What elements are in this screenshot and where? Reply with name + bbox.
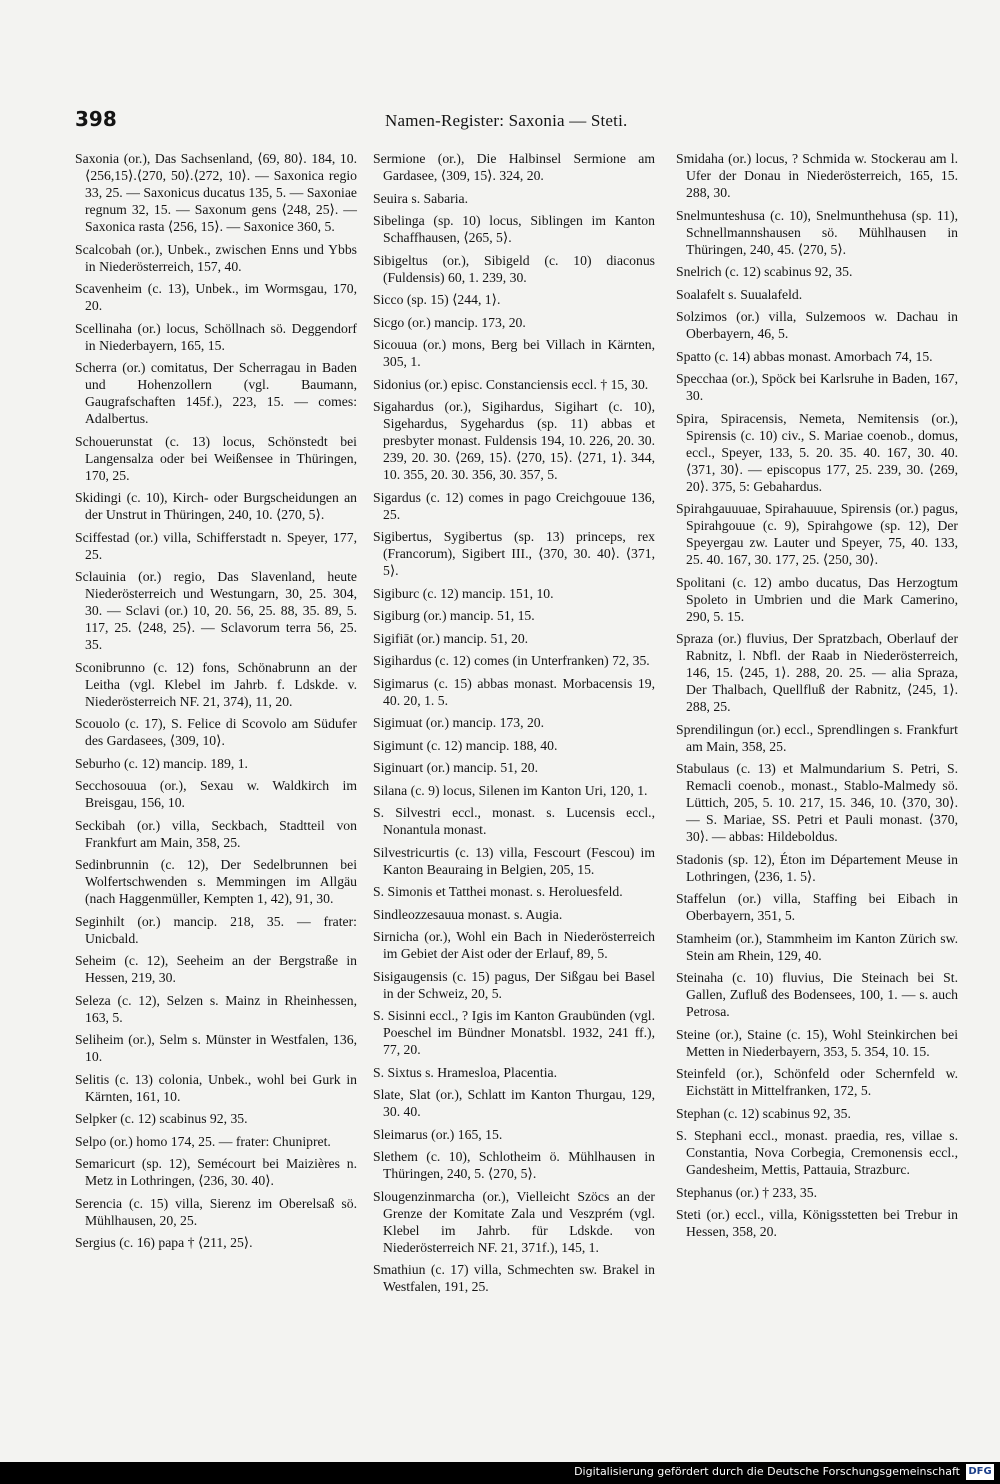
index-entry: Spolitani (c. 12) ambo ducatus, Das Herzogtum Spoleto in Umbrien und die Mark Camerino, 290, 5. 15. <box>676 574 958 624</box>
index-entry: Slougenzinmarcha (or.), Vielleicht Szöcs an der Grenze der Komitate Zala und Veszprém (vgl. Klebel im Jahrb. für Ldskde. von Niederösterreich NF. 21, 371f.), 145, 1. <box>373 1188 655 1255</box>
index-entry: Sicouua (or.) mons, Berg bei Villach in Kärnten, 305, 1. <box>373 337 655 369</box>
index-entry: Scellinaha (or.) locus, Schöllnach sö. Deggendorf in Niederbayern, 165, 15. <box>75 320 357 353</box>
index-entry: S. Sisinni eccl., ? Igis im Kanton Graubünden (vgl. Poeschel im Bündner Monatsbl. 1932, 241 ff.), 77, 20. <box>373 1008 655 1057</box>
index-entry: Sibigeltus (or.), Sibigeld (c. 10) diaconus (Fuldensis) 60, 1. 239, 30. <box>373 252 655 285</box>
index-entry: Seckibah (or.) villa, Seckbach, Stadtteil von Frankfurt am Main, 358, 25. <box>75 817 357 850</box>
index-entry: S. Stephani eccl., monast. praedia, res, villae s. Constantia, Nova Corbegia, Cremonensis eccl., Gandesheim, Mettis, Pattauia, Strazburc. <box>676 1128 958 1177</box>
index-entry: S. Silvestri eccl., monast. s. Lucensis eccl., Nonantula monast. <box>373 805 655 837</box>
index-entry: Steti (or.) eccl., villa, Königsstetten bei Trebur in Hessen, 358, 20. <box>676 1207 958 1239</box>
index-entry: Seleza (c. 12), Selzen s. Mainz in Rheinhessen, 163, 5. <box>75 992 357 1025</box>
index-entry: Seginhilt (or.) mancip. 218, 35. — frater: Unicbald. <box>75 913 357 946</box>
index-entry: Seburho (c. 12) mancip. 189, 1. <box>75 755 248 771</box>
funding-notice: Digitalisierung gefördert durch die Deutsche Forschungsgemeinschaft <box>574 1465 960 1478</box>
index-entry: Scherra (or.) comitatus, Der Scherragau in Baden und Hohenzollern (vgl. Baumann, Gaugrafschaften 145f.), 223, 15. — comes: Adalbertus. <box>75 360 357 426</box>
index-entry: Sigiburg (or.) mancip. 51, 15. <box>373 608 535 623</box>
index-entry: Skidingi (c. 10), Kirch- oder Burgscheidungen an der Unstrut in Thüringen, 240, 10. ⟨270, 5⟩. <box>75 490 357 522</box>
index-entry: Sisigaugensis (c. 15) pagus, Der Sißgau bei Basel in der Schweiz, 20, 5. <box>373 968 655 1001</box>
index-entry: Smathiun (c. 17) villa, Schmechten sw. Brakel in Westfalen, 191, 25. <box>373 1262 655 1294</box>
index-entry: Solzimos (or.) villa, Sulzemoos w. Dachau in Oberbayern, 46, 5. <box>676 309 958 341</box>
footer-bar <box>0 1462 1000 1484</box>
index-entry: Seliheim (or.), Selm s. Münster in Westfalen, 136, 10. <box>75 1032 357 1064</box>
index-entry: Slethem (c. 10), Schlotheim ö. Mühlhausen in Thüringen, 240, 5. ⟨270, 5⟩. <box>373 1149 655 1181</box>
index-entry: Saxonia (or.), Das Sachsenland, ⟨69, 80⟩. 184, 10. ⟨256,15⟩.⟨270, 50⟩.⟨272, 10⟩. — Saxonica regio 33, 25. — Saxonicus ducatus 135, 5. — Saxoniae regnum 32, 15. — Saxonum gens ⟨248, 25⟩. — Saxonica rasta ⟨256, 15⟩. — Saxonice 360, 5. <box>75 151 357 234</box>
index-entry: Specchaa (or.), Spöck bei Karlsruhe in Baden, 167, 30. <box>676 371 958 403</box>
index-entry: Silana (c. 9) locus, Silenen im Kanton Uri, 120, 1. <box>373 782 648 798</box>
index-entry: Sprendilingun (or.) eccl., Sprendlingen s. Frankfurt am Main, 358, 25. <box>676 721 958 754</box>
index-entry: Spirahgauuuae, Spirahauuue, Spirensis (or.) pagus, Spirahgouue (c. 9), Spirahgowe (sp. 12), Der Speyergau zw. Lauter und Speyer, 75, 40. 133, 25. 40. 167, 30. 177, 25. ⟨250, 30⟩. <box>676 501 958 567</box>
index-entry: Sigimarus (c. 15) abbas monast. Morbacensis 19, 40. 20, 1. 5. <box>373 675 655 708</box>
running-head: Namen-Register: Saxonia — Steti. <box>385 111 628 130</box>
index-entry: Spatto (c. 14) abbas monast. Amorbach 74, 15. <box>676 348 933 364</box>
dfg-logo: DFG <box>966 1464 994 1480</box>
index-entry: Scouolo (c. 17), S. Felice di Scovolo am Südufer des Gardasees, ⟨309, 10⟩. <box>75 716 357 748</box>
index-entry: Sigibertus, Sygibertus (sp. 13) princeps, rex (Francorum), Sigibert III., ⟨370, 30. 40⟩. ⟨371, 5⟩. <box>373 529 655 578</box>
index-column-2 <box>373 150 655 1301</box>
index-entry: Sicgo (or.) mancip. 173, 20. <box>373 314 526 330</box>
index-entry: Soalafelt s. Suualafeld. <box>676 286 803 302</box>
index-column-3 <box>676 150 958 1246</box>
index-entry: Sigimunt (c. 12) mancip. 188, 40. <box>373 737 558 753</box>
index-entry: Steinfeld (or.), Schönfeld oder Schernfeld w. Eichstätt in Mittelfranken, 172, 5. <box>676 1066 958 1098</box>
index-entry: Staffelun (or.) villa, Staffing bei Eibach in Oberbayern, 351, 5. <box>676 891 958 923</box>
index-entry: Scalcobah (or.), Unbek., zwischen Enns und Ybbs in Niederösterreich, 157, 40. <box>75 241 357 274</box>
index-entry: Spraza (or.) fluvius, Der Spratzbach, Oberlauf der Rabnitz, l. Nbfl. der Raab in Niederösterreich, 146, 15. ⟨245, 1⟩. 288, 20. 25. — alia Spraza, Der Thalbach, Quellfluß der Rabnitz, ⟨245, 1⟩. 288, 25. <box>676 631 958 714</box>
index-entry: Sicco (sp. 15) ⟨244, 1⟩. <box>373 292 501 307</box>
index-entry: Selitis (c. 13) colonia, Unbek., wohl bei Gurk in Kärnten, 161, 10. <box>75 1071 357 1104</box>
index-entry: Sermione (or.), Die Halbinsel Sermione am Gardasee, ⟨309, 15⟩. 324, 20. <box>373 151 655 183</box>
index-entry: Smidaha (or.) locus, ? Schmida w. Stockerau am l. Ufer der Donau in Niederösterreich, 165, 15. 288, 30. <box>676 151 958 200</box>
index-entry: Selpo (or.) homo 174, 25. — frater: Chunipret. <box>75 1133 331 1149</box>
index-entry: Sibelinga (sp. 10) locus, Siblingen im Kanton Schaffhausen, ⟨265, 5⟩. <box>373 213 655 245</box>
index-entry: Sidonius (or.) episc. Constanciensis eccl. † 15, 30. <box>373 376 649 392</box>
index-entry: Sigiburc (c. 12) mancip. 151, 10. <box>373 585 554 601</box>
index-entry: Stabulaus (c. 13) et Malmundarium S. Petri, S. Remacli coenob., monast., Stablo-Malmedy sö. Lüttich, 205, 5. 10. 217, 15. 346, 10. ⟨370, 30⟩. — S. Mariae, SS. Petri et Pauli monast. ⟨370, 30⟩. — abbas: Hildeboldus. <box>676 761 958 844</box>
index-entry: Scavenheim (c. 13), Unbek., im Wormsgau, 170, 20. <box>75 281 357 313</box>
index-entry: Slate, Slat (or.), Schlatt im Kanton Thurgau, 129, 30. 40. <box>373 1087 655 1119</box>
index-entry: Selpker (c. 12) scabinus 92, 35. <box>75 1111 248 1126</box>
index-entry: Sigihardus (c. 12) comes (in Unterfranken) 72, 35. <box>373 653 650 668</box>
index-entry: Seheim (c. 12), Seeheim an der Bergstraße in Hessen, 219, 30. <box>75 953 357 985</box>
index-entry: Sirnicha (or.), Wohl ein Bach in Niederösterreich im Gebiet der Aist oder der Erlauf, 89, 5. <box>373 929 655 961</box>
index-entry: Silvestricurtis (c. 13) villa, Fescourt (Fescou) im Kanton Beauraing in Belgien, 205, 15. <box>373 844 655 877</box>
index-entry: Snelrich (c. 12) scabinus 92, 35. <box>676 264 853 279</box>
index-entry: Steinaha (c. 10) fluvius, Die Steinach bei St. Gallen, Zufluß des Bodensees, 100, 1. — s. auch Petrosa. <box>676 970 958 1019</box>
index-entry: Sigahardus (or.), Sigihardus, Sigihart (c. 10), Sigehardus, Sygehardus (sp. 11) abbas et presbyter monast. Fuldensis 194, 10. 226, 20. 30. 239, 20. 30. ⟨269, 15⟩. ⟨270, 15⟩. ⟨271, 1⟩. 344, 10. 355, 20. 30. 356, 30. 357, 5. <box>373 399 655 482</box>
page-header <box>0 107 1000 137</box>
index-entry: Siginuart (or.) mancip. 51, 20. <box>373 760 538 775</box>
index-entry: Semaricurt (sp. 12), Semécourt bei Maizières n. Metz in Lothringen, ⟨236, 30. 40⟩. <box>75 1156 357 1188</box>
index-entry: Sigardus (c. 12) comes in pago Creichgouue 136, 25. <box>373 489 655 522</box>
index-entry: Sconibrunno (c. 12) fons, Schönabrunn an der Leitha (vgl. Klebel im Jahrb. f. Ldskde. v. Niederösterreich NF. 21, 374), 11, 20. <box>75 659 357 709</box>
index-entry: Sergius (c. 16) papa † ⟨211, 25⟩. <box>75 1235 253 1250</box>
index-entry: Snelmunteshusa (c. 10), Snelmunthehusa (sp. 11), Schnellmannshausen sö. Mühlhausen in Thüringen, 240, 45. ⟨270, 5⟩. <box>676 207 958 257</box>
index-entry: Stadonis (sp. 12), Éton im Département Meuse in Lothringen, ⟨236, 1. 5⟩. <box>676 851 958 884</box>
index-entry: Seuira s. Sabaria. <box>373 190 469 206</box>
index-entry: S. Simonis et Tatthei monast. s. Heroluesfeld. <box>373 884 623 899</box>
index-entry: Secchosouua (or.), Sexau w. Waldkirch im Breisgau, 156, 10. <box>75 778 357 810</box>
index-entry: Stephanus (or.) † 233, 35. <box>676 1184 818 1200</box>
index-entry: Sindleozzesauua monast. s. Augia. <box>373 906 563 922</box>
index-entry: Steine (or.), Staine (c. 15), Wohl Steinkirchen bei Metten in Niederbayern, 353, 5. 354, 10. 15. <box>676 1026 958 1059</box>
index-column-1 <box>75 150 357 1257</box>
index-entry: Sedinbrunnin (c. 12), Der Sedelbrunnen bei Wolfertschwenden s. Memmingen im Allgäu (nach Haggenmüller, Kempten 1, 42), 91, 30. <box>75 857 357 906</box>
page-number: 398 <box>75 107 117 131</box>
index-entry: Schouerunstat (c. 13) locus, Schönstedt bei Langensalza oder bei Weißensee in Thüringen, 170, 25. <box>75 433 357 483</box>
index-entry: Serencia (c. 15) villa, Sierenz im Oberelsaß sö. Mühlhausen, 20, 25. <box>75 1195 357 1228</box>
index-entry: Sigimuat (or.) mancip. 173, 20. <box>373 715 545 730</box>
index-entry: Sleimarus (or.) 165, 15. <box>373 1126 503 1142</box>
index-entry: Stamheim (or.), Stammheim im Kanton Zürich sw. Stein am Rhein, 129, 40. <box>676 930 958 963</box>
index-entry: Sigifiāt (or.) mancip. 51, 20. <box>373 630 529 646</box>
index-entry: Spira, Spiracensis, Nemeta, Nemitensis (or.), Spirensis (c. 10) civ., S. Mariae coenob., domus, eccl., Speyer, 133, 5. 20. 35. 40. 167, 30. 40. ⟨371, 30⟩. — episcopus 177, 25. 239, 30. ⟨269, 20⟩. 375, 5: Gebahardus. <box>676 410 958 494</box>
index-entry: S. Sixtus s. Hramesloa, Placentia. <box>373 1064 557 1080</box>
index-entry: Sclauinia (or.) regio, Das Slavenland, heute Niederösterreich und Westungarn, 30, 25. 304, 30. — Sclavi (or.) 10, 20. 56, 25. 88, 35. 89, 5. 117, 25. ⟨248, 25⟩. — Sclavorum terra 56, 25. 35. <box>75 569 357 652</box>
index-entry: Sciffestad (or.) villa, Schifferstadt n. Speyer, 177, 25. <box>75 529 357 562</box>
index-entry: Stephan (c. 12) scabinus 92, 35. <box>676 1105 851 1121</box>
